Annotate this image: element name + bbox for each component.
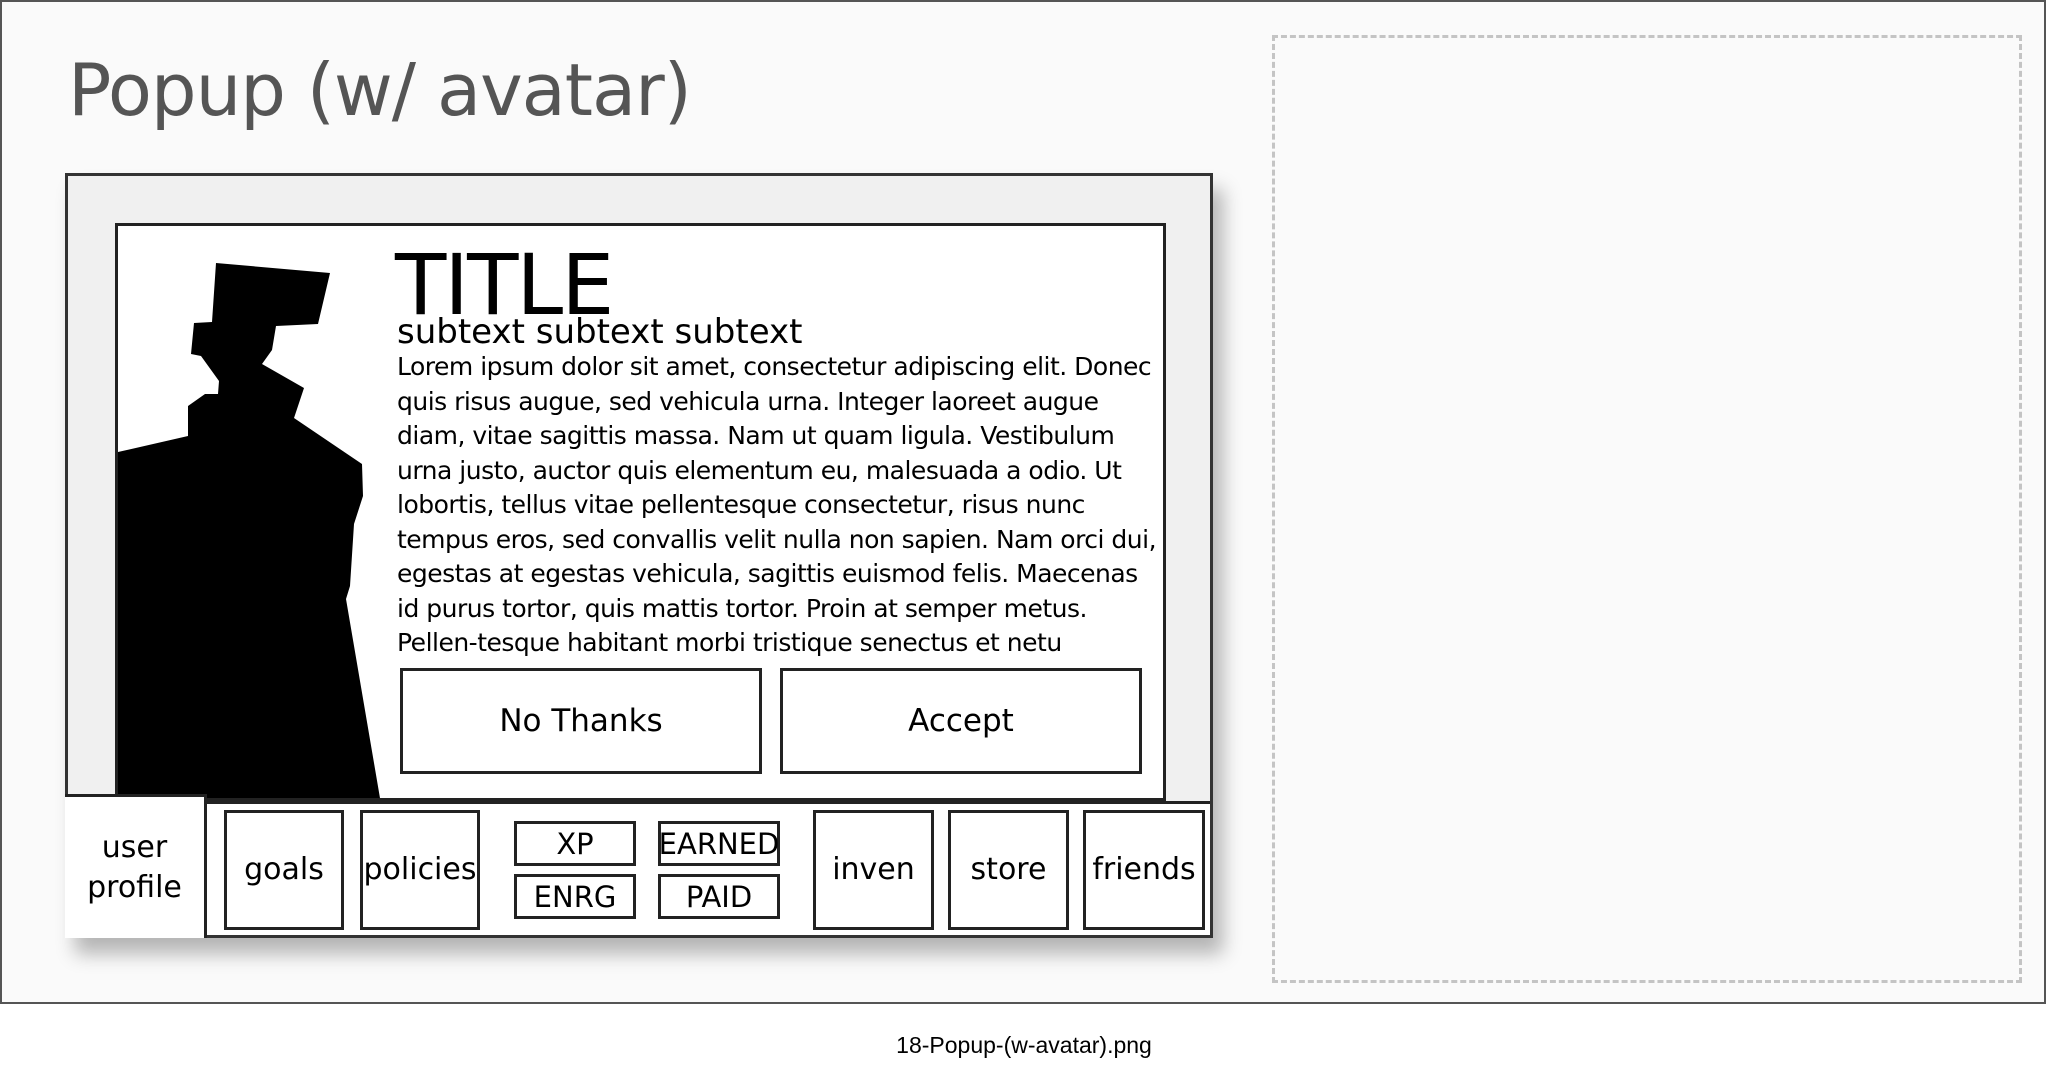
tab-store[interactable] bbox=[948, 810, 1069, 930]
tab-user-profile[interactable] bbox=[65, 794, 207, 938]
popup-subtitle: subtext subtext subtext bbox=[397, 312, 803, 352]
file-caption: 18-Popup-(w-avatar).png bbox=[896, 1032, 1152, 1058]
stat-paid: PAID bbox=[658, 874, 780, 919]
tab-policies[interactable] bbox=[360, 810, 480, 930]
popup-body-text: Lorem ipsum dolor sit amet, consectetur adipiscing elit. Donec quis risus augue, sed vehicula urna. Integer laoreet augue diam, vitae sagittis massa. Nam ut quam ligula. Vestibulum urna justo, auctor quis elementum eu, malesuada a odio. Ut lobortis, tellus vitae pellentesque consectetur, risus nunc tempus eros, sed convallis velit nulla non sapien. Nam orci dui, egestas at egestas vehicula, sagittis euismod felis. Maecenas id purus tortor, quis mattis tortor. Proin at semper metus. Pellen-tesque habitant morbi tristique senectus et netu bbox=[397, 352, 1157, 657]
tab-store-label: store bbox=[970, 852, 1047, 887]
bottom-nav-bar bbox=[68, 801, 1210, 935]
tab-user-profile-label: user profile bbox=[87, 829, 182, 905]
tab-goals[interactable] bbox=[224, 810, 344, 930]
stat-enrg: ENRG bbox=[514, 874, 636, 919]
accept-button[interactable]: Accept bbox=[780, 668, 1142, 774]
stat-earned: EARNED bbox=[658, 821, 780, 866]
no-thanks-button[interactable]: No Thanks bbox=[400, 668, 762, 774]
tab-friends-label: friends bbox=[1092, 852, 1196, 887]
device-screen bbox=[65, 173, 1213, 938]
tab-policies-label: policies bbox=[363, 852, 477, 887]
tab-inven-label: inven bbox=[832, 852, 915, 887]
popup-dialog bbox=[115, 223, 1166, 801]
popup-title: TITLE bbox=[395, 236, 613, 334]
tab-goals-label: goals bbox=[244, 852, 324, 887]
tab-inven[interactable] bbox=[813, 810, 934, 930]
empty-placeholder-frame bbox=[1272, 35, 2022, 983]
stat-xp: XP bbox=[514, 821, 636, 866]
page-title: Popup (w/ avatar) bbox=[68, 48, 691, 132]
tab-friends[interactable] bbox=[1083, 810, 1205, 930]
top-hat-silhouette-icon bbox=[118, 226, 408, 801]
